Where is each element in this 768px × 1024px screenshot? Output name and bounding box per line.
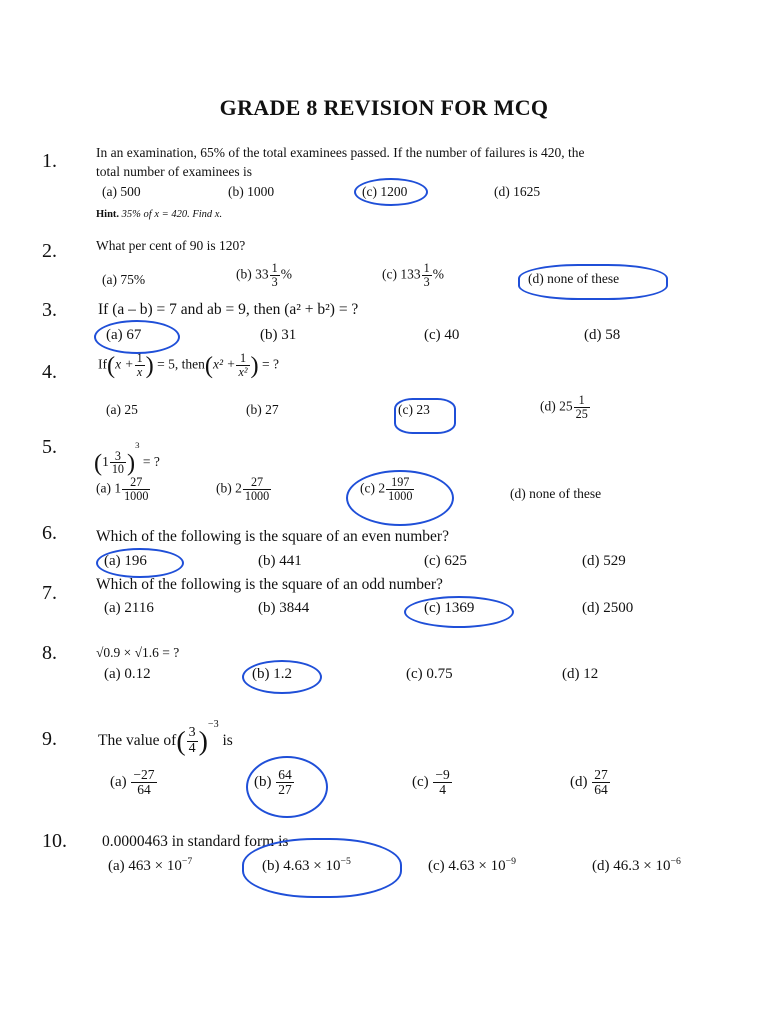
question-7-option-c[interactable]: (c) 1369 (424, 600, 475, 616)
page-title: GRADE 8 REVISION FOR MCQ (219, 95, 549, 120)
question-2-option-c[interactable]: (c) 133 $\frac{1}{3}$ % (382, 261, 444, 289)
question-6-option-d[interactable]: (d) 529 (582, 553, 626, 569)
question-9-option-b[interactable]: (b) $\frac{64}{27}$ (254, 767, 292, 798)
question-3-option-b[interactable]: (b) 31 (260, 327, 297, 343)
question-10-number: 10. (42, 830, 67, 852)
question-9-stem: The value of( $\frac{3}{4}$ )$^{-3}$ is (98, 719, 233, 757)
question-2-number: 2. (42, 240, 57, 262)
question-7-stem: Which of the following is the square of an odd number? (96, 576, 443, 593)
question-4-option-a[interactable]: (a) 25 (106, 402, 138, 417)
question-5-option-a[interactable]: (a) 1 $\frac{27}{1000}$ (96, 475, 149, 503)
question-10-option-a[interactable]: (a) $463 \times 10^{-7}$ (108, 856, 193, 874)
question-5-number: 5. (42, 436, 57, 458)
question-3-number: 3. (42, 299, 57, 321)
question-2-stem: What per cent of 90 is 120? (96, 238, 246, 253)
question-3-option-a[interactable]: (a) 67 (106, 327, 142, 343)
question-5-option-c[interactable]: (c) 2 $\frac{197}{1000}$ (360, 475, 413, 503)
question-6-option-b[interactable]: (b) 441 (258, 553, 302, 569)
question-7-option-d[interactable]: (d) 2500 (582, 600, 634, 616)
question-6-number: 6. (42, 522, 57, 544)
option-b-fraction: $\frac{1}{3}$ (271, 261, 278, 289)
question-7-option-a[interactable]: (a) 2116 (104, 600, 154, 616)
question-8-option-a[interactable]: (a) 0.12 (104, 666, 151, 682)
question-7-option-b[interactable]: (b) 3844 (258, 600, 310, 616)
question-8-number: 8. (42, 642, 57, 664)
question-6-stem: Which of the following is the square of an even number? (96, 528, 449, 545)
option-b-whole: (b) 33 (236, 266, 269, 282)
question-10-option-c[interactable]: (c) $4.63 \times 10^{-9}$ (428, 856, 516, 874)
question-8-option-d[interactable]: (d) 12 (562, 666, 599, 682)
question-10-stem: 0.0000463 in standard form is (102, 833, 289, 850)
question-8-option-b[interactable]: (b) 1.2 (252, 666, 292, 682)
question-9-option-a[interactable]: (a) $\frac{-27}{64}$ (110, 767, 155, 798)
question-5-stem: (1 $\frac{3}{10}$ )$^3$ = ? (94, 440, 160, 477)
question-9-option-d[interactable]: (d) $\frac{27}{64}$ (570, 767, 608, 798)
hint-text: 35% of x = 420. Find x. (121, 209, 223, 220)
question-10-option-b[interactable]: (b) $4.63 \times 10^{-5}$ (262, 856, 351, 874)
question-1-option-b[interactable]: (b) 1000 (228, 184, 275, 199)
question-5-option-b[interactable]: (b) 2 $\frac{27}{1000}$ (216, 475, 270, 503)
question-6-option-a[interactable]: (a) 196 (104, 553, 147, 569)
question-9-option-c[interactable]: (c) $\frac{-9}{4}$ (412, 767, 450, 798)
question-6-option-c[interactable]: (c) 625 (424, 553, 467, 569)
question-2-option-d[interactable]: (d) none of these (528, 271, 620, 286)
question-2-option-a[interactable]: (a) 75% (102, 272, 146, 287)
question-3-option-d[interactable]: (d) 58 (584, 327, 621, 343)
question-1-stem-line1: In an examination, 65% of the total examinees passed. If the number of failures is 420, the (96, 145, 585, 160)
question-4-option-c[interactable]: (c) 23 (398, 402, 430, 417)
question-1-stem (96, 143, 584, 181)
question-8-stem: √0.9 × √1.6 = ? (96, 645, 180, 660)
question-10-option-d[interactable]: (d) $46.3 \times 10^{-6}$ (592, 856, 681, 874)
question-8-option-c[interactable]: (c) 0.75 (406, 666, 453, 682)
question-2-option-b[interactable]: (b) 33 $\frac{1}{3}$ % (236, 261, 292, 289)
option-c-fraction: $\frac{1}{3}$ (423, 261, 430, 289)
question-5-option-d[interactable]: (d) none of these (510, 486, 602, 501)
question-9-number: 9. (42, 728, 57, 750)
question-1-hint (96, 209, 222, 220)
question-1-option-a[interactable]: (a) 500 (102, 184, 141, 199)
option-c-whole: (c) 133 (382, 266, 421, 282)
question-4-stem: If(x + $\frac{1}{x}$ ) = 5, then(x² + $\frac{1}{\text{x²}}$ ) = ? (98, 351, 279, 379)
hint-label: Hint. (96, 209, 120, 220)
question-4-option-b[interactable]: (b) 27 (246, 402, 279, 417)
question-7-number: 7. (42, 582, 57, 604)
question-3-stem: If (a – b) = 7 and ab = 9, then (a² + b²) = ? (98, 301, 359, 318)
question-4-number: 4. (42, 361, 57, 383)
question-1-option-d[interactable]: (d) 1625 (494, 184, 541, 199)
question-1-stem-line2: total number of examinees is (96, 164, 252, 179)
question-1-option-c[interactable]: (c) 1200 (362, 184, 408, 199)
question-1-number: 1. (42, 150, 57, 172)
question-4-option-d[interactable]: (d) 25 $\frac{1}{25}$ (540, 393, 588, 421)
question-3-option-c[interactable]: (c) 40 (424, 327, 460, 343)
